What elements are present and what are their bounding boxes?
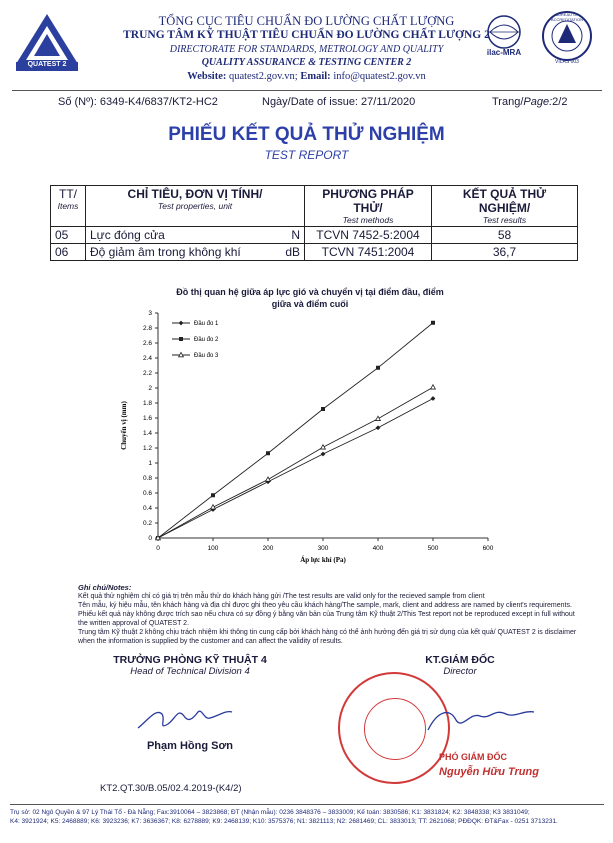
stamp-inner-ring — [364, 698, 426, 760]
y-tick-label: 0.4 — [142, 505, 152, 512]
y-tick-label: 2.6 — [142, 340, 152, 347]
x-axis-label: Áp lực khí (Pa) — [300, 556, 346, 564]
y-tick-label: 2.8 — [142, 325, 152, 332]
note-line: Trung tâm Kỹ thuật 2 không chịu trách nhiệm khi thông tin cung cấp bởi khách hàng có thể ảnh hưởng đến giá trị sử dụng của kết quả/ QUATEST 2 is disclaimer when the information is supplied by the customer and can affect the validity of results. — [78, 629, 577, 645]
y-tick-label: 0 — [148, 535, 152, 542]
org-line-2: TRUNG TÂM KỸ THUẬT TIÊU CHUẨN ĐO LƯỜNG CHẤT LƯỢNG 2 — [123, 29, 490, 41]
left-signer-name: Phạm Hồng Sơn — [146, 740, 234, 752]
series-3-point — [266, 477, 271, 481]
logo-text: QUATEST 2 — [27, 61, 67, 68]
footer-line-2: K4: 3921924; K5: 2468889; K6: 3923236; K7: 3636367; K8: 6278889; K9: 2468139; K10: 3575376; N1: 3821113; N2: 2681469; CL: 3833013; TT: 2621068; PĐĐQK: ĐT&Fax - 0251 3713231. — [10, 818, 558, 825]
ilac-text: ilac-MRA — [486, 48, 522, 57]
series-2-point — [211, 493, 215, 497]
ilac-mra-logo — [478, 14, 530, 60]
row-property-name: Độ giảm âm trong không khí — [90, 245, 241, 259]
row-result: 58 — [432, 227, 578, 244]
right-signer-title: KT.GIÁM ĐỐC — [425, 654, 495, 666]
series-2-point — [431, 321, 435, 325]
row-property — [86, 244, 305, 261]
footer-divider — [10, 804, 604, 805]
series-line-3 — [158, 387, 433, 538]
chart-title: Đồ thị quan hệ giữa áp lực gió và chuyển vị tại điểm đầu, điểm giữa và điểm cuối — [176, 287, 444, 309]
legend-label-1: Đầu đo 1 — [194, 321, 219, 327]
issue-date: Ngày/Date of issue: 27/11/2020 — [262, 96, 416, 108]
page-number — [492, 96, 567, 108]
header-results-en: Test results — [482, 215, 527, 225]
right-signature-scribble — [420, 700, 540, 740]
row-unit: N — [291, 228, 300, 242]
row-result: 36,7 — [432, 244, 578, 261]
row-no: 05 — [51, 227, 86, 244]
y-tick-label: 2 — [148, 385, 152, 392]
y-tick-label: 0.2 — [142, 520, 152, 527]
y-tick-label: 2.2 — [142, 370, 152, 377]
series-1-point — [376, 425, 381, 430]
table-row — [51, 227, 578, 244]
right-signer-name: Nguyễn Hữu Trung — [439, 766, 539, 778]
row-no: 06 — [51, 244, 86, 261]
legend-label-3: Đầu đo 3 — [194, 353, 219, 359]
note-line: Kết quả thử nghiệm chỉ có giá trị trên mẫu thử do khách hàng gửi /The test results are valid only for the recieved sample from client — [78, 593, 485, 600]
header-items — [51, 186, 86, 227]
note-line: Tên mẫu, ký hiệu mẫu, tên khách hàng và địa chỉ được ghi theo yêu cầu khách hàng/The sample, mark, client and address are named by client's requirements. — [78, 602, 572, 609]
footer-line-1: Trụ sở: 02 Ngô Quyền & 97 Lý Thái Tổ - Đà Nẵng; Fax:3910064 – 3823868; ĐT (Nhận mẫu): 0236 3848376 – 3833009; Kế toán: 3830586; K1: 3831824; K2: 3848338; K3 3831049; — [10, 809, 530, 816]
table-header-row — [51, 186, 578, 227]
left-signature-scribble — [128, 690, 238, 740]
row-property-name: Lực đóng cửa — [90, 228, 165, 242]
y-tick-label: 1.4 — [142, 430, 152, 437]
row-method: TCVN 7452-5:2004 — [305, 227, 432, 244]
series-2-point — [376, 366, 380, 370]
note-line: Phiếu kết quả này không được trích sao nếu chưa có sự đồng ý bằng văn bản của Trung tâm Kỹ thuật 2/This Test report not be reproduced except in full without the written approval of QUATEST 2. — [78, 611, 575, 627]
website-label: Website: — [187, 71, 227, 82]
series-3-point — [376, 416, 381, 420]
org-line-3: DIRECTORATE FOR STANDARDS, METROLOGY AND QUALITY — [169, 44, 444, 55]
x-tick-label: 0 — [156, 545, 160, 552]
header-properties-vi: CHỈ TIÊU, ĐƠN VỊ TÍNH/ — [127, 187, 263, 201]
y-tick-label: 1.2 — [142, 445, 152, 452]
y-tick-label: 0.6 — [142, 490, 152, 497]
left-signer-title: TRƯỞNG PHÒNG KỸ THUẬT 4 — [113, 654, 267, 666]
contact-line — [0, 71, 613, 82]
notes — [78, 583, 578, 646]
y-tick-label: 1 — [148, 460, 152, 467]
report-title: PHIẾU KẾT QUẢ THỬ NGHIỆM — [168, 124, 445, 145]
header-results — [432, 186, 578, 227]
row-unit: dB — [285, 245, 300, 259]
results-table — [50, 185, 578, 261]
header-methods — [305, 186, 432, 227]
header-methods-vi: PHƯƠNG PHÁP THỬ/ — [322, 187, 414, 215]
page-label: Trang/ — [492, 96, 524, 108]
notes-heading: Ghi chú/Notes: — [78, 583, 132, 592]
report-number: Số (Nº): 6349-K4/6837/KT2-HC2 — [58, 96, 218, 108]
page-value: 2/2 — [552, 96, 568, 108]
header-properties-en: Test properties, unit — [157, 201, 233, 211]
series-2-point — [321, 407, 325, 411]
x-tick-label: 500 — [427, 545, 439, 552]
org-line-1: TỔNG CỤC TIÊU CHUẨN ĐO LƯỜNG CHẤT LƯỢNG — [158, 14, 455, 28]
x-tick-label: 300 — [317, 545, 329, 552]
legend-marker-1 — [179, 321, 184, 326]
website-link[interactable]: quatest2.gov.vn; — [228, 71, 298, 82]
accreditation-logo — [537, 10, 597, 66]
form-code: KT2.QT.30/B.05/02.4.2019-(K4/2) — [100, 783, 242, 794]
right-signer-role: PHÓ GIÁM ĐỐC — [438, 752, 507, 762]
x-tick-label: 600 — [482, 545, 494, 552]
footer — [10, 808, 605, 826]
org-line-4: QUALITY ASSURANCE & TESTING CENTER 2 — [201, 57, 412, 68]
table-row — [51, 244, 578, 261]
header-items-en: Items — [57, 201, 79, 211]
legend-label-2: Đầu đo 2 — [194, 337, 219, 343]
email-link[interactable]: info@quatest2.gov.vn — [333, 71, 426, 82]
report-title-en: TEST REPORT — [264, 148, 349, 162]
series-1-point — [431, 396, 436, 401]
displacement-chart — [110, 305, 510, 565]
legend-marker-2 — [179, 337, 183, 341]
row-method: TCVN 7451:2004 — [305, 244, 432, 261]
header-results-vi: KẾT QUẢ THỬ NGHIỆM/ — [462, 187, 547, 215]
header-divider — [12, 90, 602, 91]
y-tick-label: 2.4 — [142, 355, 152, 362]
header-items-vi: TT/ — [59, 187, 77, 201]
series-1-point — [321, 452, 326, 457]
y-tick-label: 3 — [148, 310, 152, 317]
row-property — [86, 227, 305, 244]
header-properties — [86, 186, 305, 227]
page-label-en: Page: — [523, 96, 553, 108]
header-methods-en: Test methods — [342, 215, 394, 225]
x-tick-label: 400 — [372, 545, 384, 552]
email-label: Email: — [300, 71, 331, 82]
right-signer-subtitle: Director — [443, 666, 477, 677]
series-3-point — [431, 385, 436, 389]
left-signer-subtitle: Head of Technical Division 4 — [130, 666, 250, 677]
y-tick-label: 1.8 — [142, 400, 152, 407]
x-tick-label: 200 — [262, 545, 274, 552]
x-tick-label: 100 — [207, 545, 219, 552]
y-tick-label: 1.6 — [142, 415, 152, 422]
y-tick-label: 0.8 — [142, 475, 152, 482]
series-2-point — [266, 451, 270, 455]
y-axis-label: Chuyển vị (mm) — [120, 401, 128, 450]
accred-text: BUREAU OF ACCREDITATION — [550, 12, 584, 22]
vilas-text: VILAS 003 — [555, 59, 579, 65]
left-signature-block — [90, 654, 290, 677]
series-line-1 — [158, 399, 433, 539]
